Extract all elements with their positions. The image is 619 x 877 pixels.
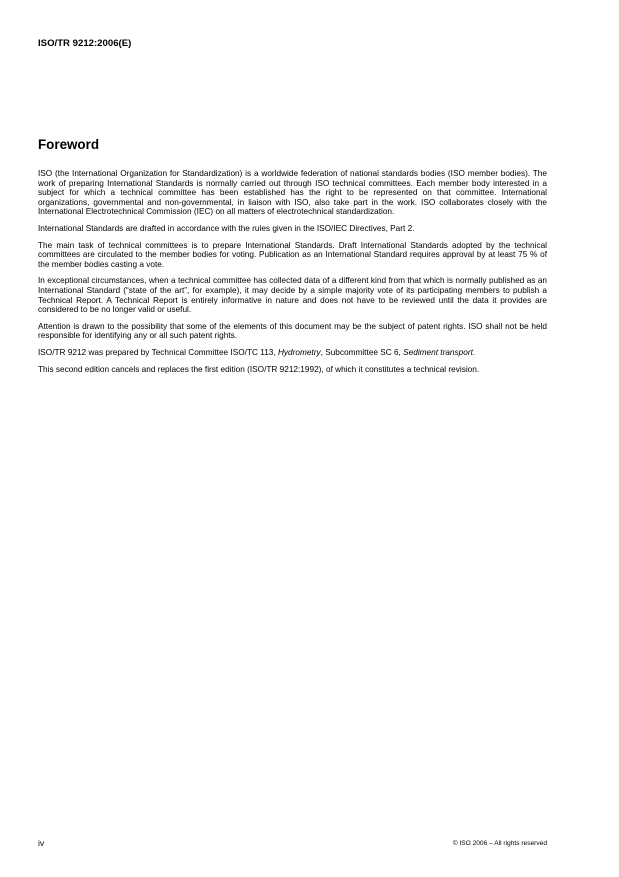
paragraph-iso-intro: ISO (the International Organization for Standardization) is a worldwide federation of national standards bodies (ISO member bodies). The work of preparing International Standards is normally carried out through ISO technical committees. Each member body interested in a subject for which a technical committee has been established has the right to be represented on that committee. International organizations, governmental and non-governmental, in liaison with ISO, also take part in the work. ISO collaborates closely with the International Electrotechnical Commission (IEC) on all matters of electrotechnical standardization. <box>38 169 547 217</box>
prepared-by-text-3: . <box>472 347 476 357</box>
paragraph-exceptional: In exceptional circumstances, when a technical committee has collected data of a different kind from that which is normally published as an International Standard (“state of the art”, for example), it may decide by a simple majority vote of its participating members to publish a Technical Report. A Technical Report is entirely informative in nature and does not have to be reviewed until the data it provides are considered to be no longer valid or useful. <box>38 276 547 315</box>
paragraph-prepared-by <box>38 348 547 358</box>
copyright-notice: © ISO 2006 – All rights reserved <box>452 840 547 847</box>
paragraph-main-task: The main task of technical committees is to prepare International Standards. Draft International Standards adopted by the technical committees are circulated to the member bodies for voting. Publication as an International Standard requires approval by at least 75 % of the member bodies casting a vote. <box>38 240 547 269</box>
sediment-transport-italic: Sediment transport <box>403 347 473 357</box>
paragraph-edition: This second edition cancels and replaces the first edition (ISO/TR 9212:1992), of which it constitutes a technical revision. <box>38 364 480 374</box>
prepared-by-text-1: ISO/TR 9212 was prepared by Technical Committee ISO/TC 113, <box>38 347 278 357</box>
document-id-header: ISO/TR 9212:2006(E) <box>38 38 132 49</box>
paragraph-patent: Attention is drawn to the possibility that some of the elements of this document may be the subject of patent rights. ISO shall not be held responsible for identifying any or all such patent rights. <box>38 321 547 341</box>
page-title: Foreword <box>38 137 100 152</box>
prepared-by-text-2: , Subcommittee SC 6, <box>320 347 404 357</box>
page-number: iv <box>38 838 45 848</box>
foreword-body <box>38 169 547 381</box>
paragraph-directives: International Standards are drafted in accordance with the rules given in the ISO/IEC Directives, Part 2. <box>38 223 415 233</box>
hydrometry-italic: Hydrometry <box>277 347 321 357</box>
